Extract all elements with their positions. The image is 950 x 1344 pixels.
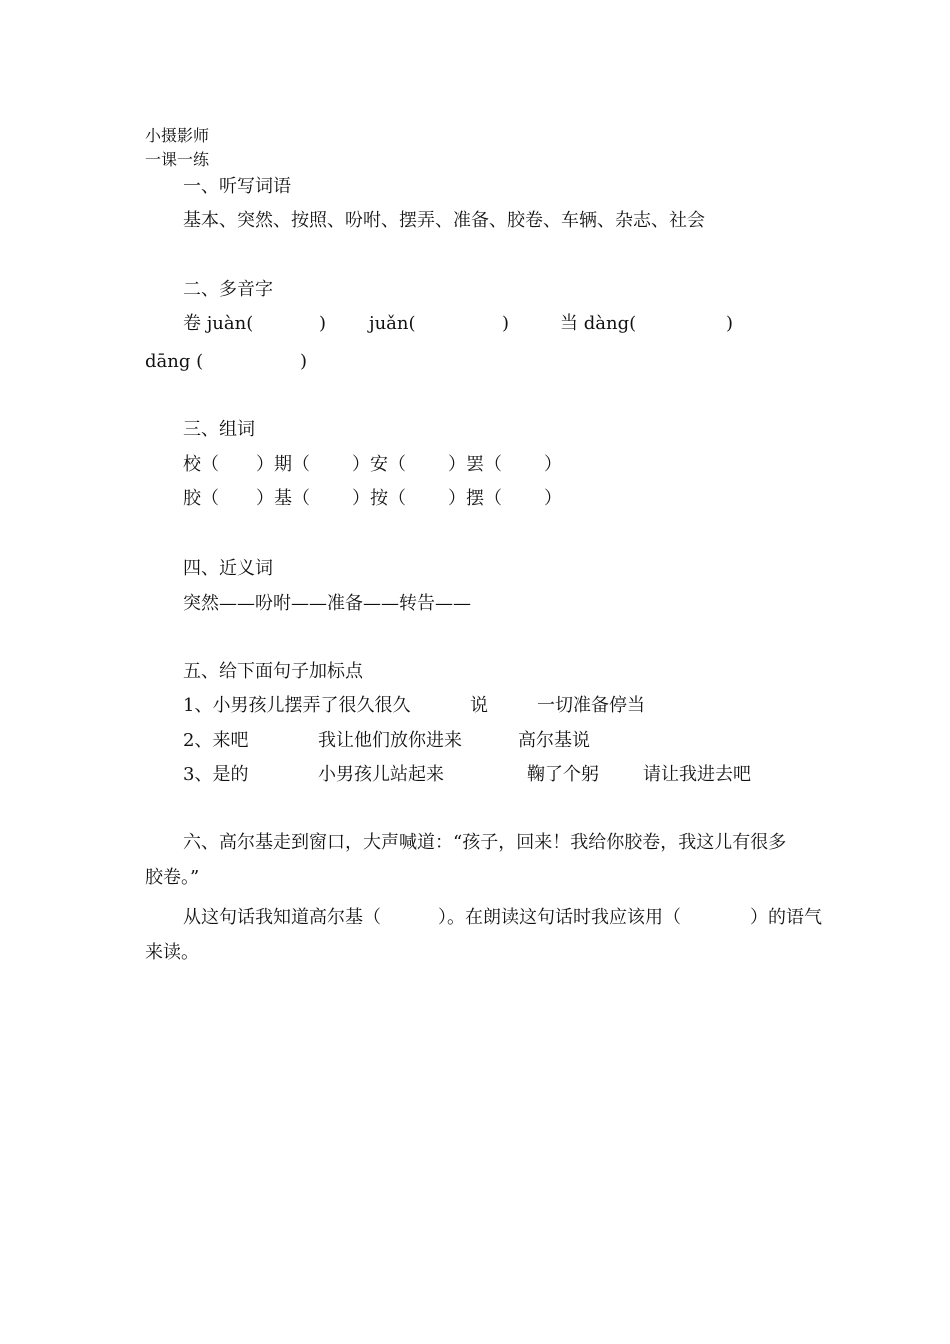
sentence-fragment: 小男孩儿站起来 [318, 764, 444, 785]
section-6-line-2: 胶卷。” [145, 867, 200, 888]
section-3-row-1 [0, 456, 950, 478]
section-2-line-1 [0, 315, 950, 337]
word-blank: ）按（ [352, 488, 406, 509]
sentence-fragment: 我让他们放你进来 [318, 730, 462, 751]
question-text: ）的语气 [750, 907, 822, 928]
word-blank: ）摆（ [448, 488, 502, 509]
section-6-line-4: 来读。 [145, 942, 199, 963]
section-5-question-3 [0, 766, 950, 788]
sentence-fragment: 2、来吧 [183, 730, 249, 751]
sentence-fragment: 1、小男孩儿摆弄了很久很久 [183, 695, 411, 716]
word-blank: ）罢（ [448, 454, 502, 475]
sentence-fragment: 高尔基说 [518, 730, 590, 751]
section-5-heading: 五、给下面句子加标点 [183, 661, 363, 682]
word-blank: ）安（ [352, 454, 406, 475]
section-3-heading: 三、组词 [183, 419, 255, 440]
section-1-heading: 一、听写词语 [183, 176, 291, 197]
sentence-fragment: 一切准备停当 [537, 695, 645, 716]
section-6-line-1: 六、高尔基走到窗口，大声喊道：“孩子，回来！我给你胶卷，我这儿有很多 [183, 832, 787, 853]
section-2-line-2 [0, 353, 950, 375]
polyphone-dang4: 当 dàng( [560, 313, 637, 334]
section-5-question-2 [0, 732, 950, 754]
word-blank: 胶（ [183, 488, 219, 509]
word-blank: ） [544, 454, 562, 475]
doc-title: 小摄影师 [145, 126, 210, 145]
word-blank: ） [544, 488, 562, 509]
word-blank: 校（ [183, 454, 219, 475]
section-2-heading: 二、多音字 [183, 279, 273, 300]
polyphone-dang1: dāng ( [145, 351, 204, 372]
question-text: 从这句话我知道高尔基（ [183, 907, 381, 928]
polyphone-juan3: juǎn( [369, 313, 416, 334]
paren-close: ) [319, 313, 327, 334]
paren-close: ) [502, 313, 510, 334]
doc-subtitle: 一课一练 [145, 150, 210, 169]
sentence-fragment: 说 [470, 695, 488, 716]
section-6-line-3 [0, 909, 950, 931]
word-blank: ）期（ [256, 454, 310, 475]
section-4-heading: 四、近义词 [183, 558, 273, 579]
polyphone-juan4: 卷 juàn( [183, 313, 254, 334]
paren-close: ) [726, 313, 734, 334]
question-text: ）。在朗读这句话时我应该用（ [438, 907, 681, 928]
sentence-fragment: 请让我进去吧 [643, 764, 751, 785]
sentence-fragment: 鞠了个躬 [527, 764, 599, 785]
section-1-words: 基本、突然、按照、吩咐、摆弄、准备、胶卷、车辆、杂志、社会 [183, 210, 705, 231]
word-blank: ）基（ [256, 488, 310, 509]
section-5-question-1 [0, 697, 950, 719]
paren-close: ) [300, 351, 308, 372]
sentence-fragment: 3、是的 [183, 764, 249, 785]
section-3-row-2 [0, 490, 950, 512]
section-4-line: 突然——吩咐——准备——转告—— [183, 593, 471, 614]
